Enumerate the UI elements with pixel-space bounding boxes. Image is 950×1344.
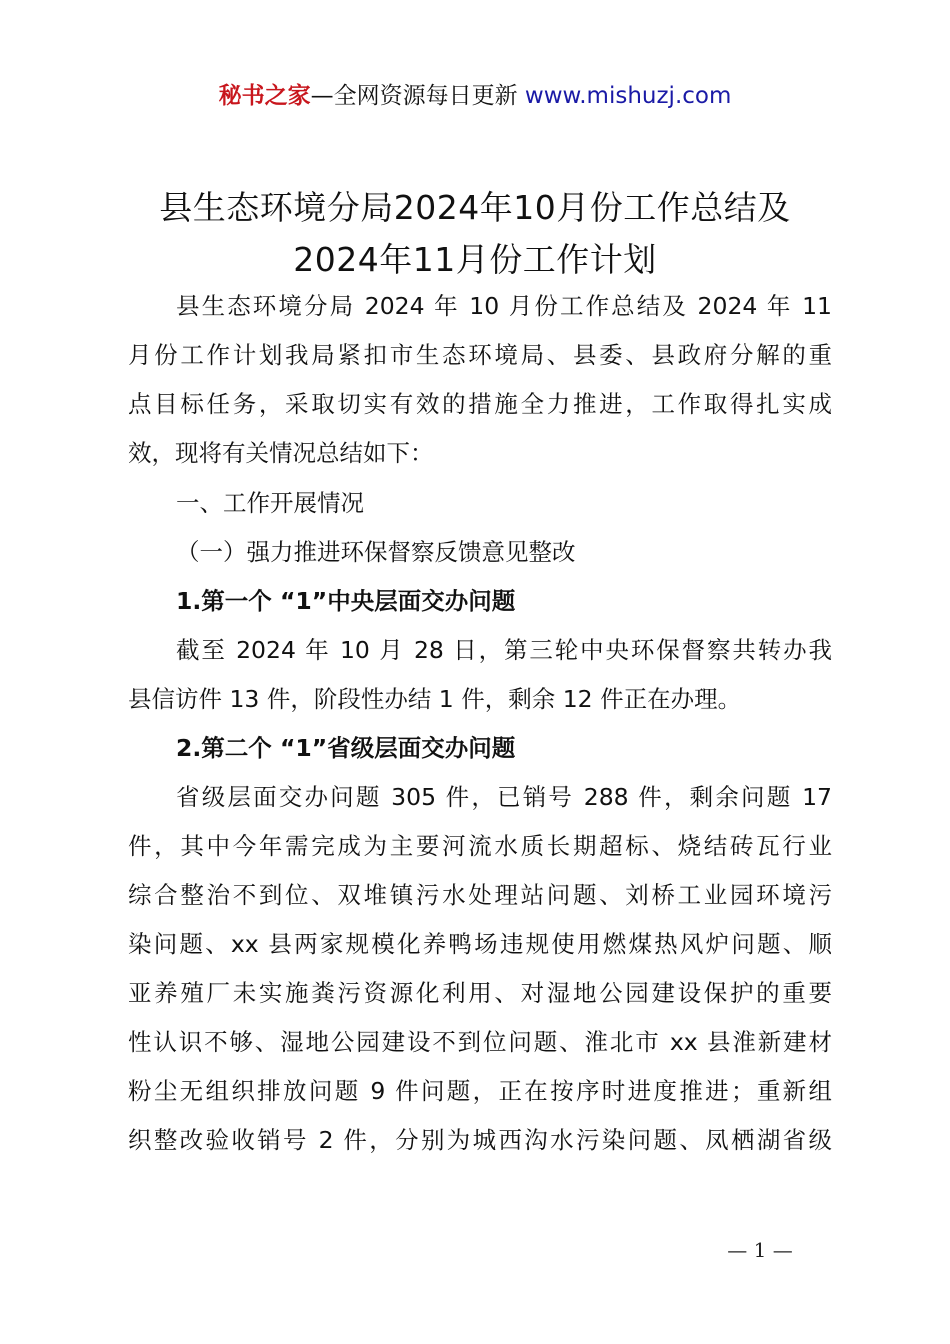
body-line: 性认识不够、湿地公园建设不到位问题、淮北市 xx 县淮新建材 xyxy=(128,1028,832,1056)
body-line: 亚养殖厂未实施粪污资源化利用、对湿地公园建设保护的重要 xyxy=(128,979,832,1007)
document-title xyxy=(110,182,840,286)
site-header xyxy=(0,80,950,112)
intro-paragraph xyxy=(128,282,832,478)
body-line: 综合整治不到位、双堆镇污水处理站问题、刘桥工业园环境污 xyxy=(128,881,832,909)
site-url-link[interactable]: www.mishuzj.com xyxy=(524,83,732,109)
body-line: 染问题、xx 县两家规模化养鸭场违规使用燃煤热风炉问题、顺 xyxy=(128,930,832,958)
body-line: 粉尘无组织排放问题 9 件问题，正在按序时进度推进；重新组 xyxy=(128,1077,832,1105)
item-heading: 2.第二个 “1”省级层面交办问题 xyxy=(176,734,516,762)
page-number: — 1 — xyxy=(727,1238,793,1262)
body-line: 省级层面交办问题 305 件，已销号 288 件，剩余问题 17 xyxy=(176,783,832,811)
body-line: 县信访件 13 件，阶段性办结 1 件，剩余 12 件正在办理。 xyxy=(128,685,742,713)
title-line-1: 县生态环境分局2024年10月份工作总结及 xyxy=(159,188,791,227)
body-line: 效，现将有关情况总结如下： xyxy=(128,439,434,467)
item-heading: 1.第一个 “1”中央层面交办问题 xyxy=(176,587,516,615)
item2-paragraph xyxy=(128,773,832,1165)
body-line: 织整改验收销号 2 件，分别为城西沟水污染问题、凤栖湖省级 xyxy=(128,1126,832,1154)
body-line: 月份工作计划我局紧扣市生态环境局、县委、县政府分解的重 xyxy=(128,341,832,369)
section-heading: 一、工作开展情况 xyxy=(176,489,364,517)
title-line-2: 2024年11月份工作计划 xyxy=(293,240,657,279)
subsection-heading: （一）强力推进环保督察反馈意见整改 xyxy=(176,538,576,566)
document-body xyxy=(128,282,832,1165)
body-line: 点目标任务，采取切实有效的措施全力推进，工作取得扎实成 xyxy=(128,390,832,418)
brand-name: 秘书之家 xyxy=(218,83,311,109)
item1-paragraph xyxy=(128,626,832,724)
body-line: 件，其中今年需完成为主要河流水质长期超标、烧结砖瓦行业 xyxy=(128,832,832,860)
body-line: 县生态环境分局 2024 年 10 月份工作总结及 2024 年 11 xyxy=(176,292,832,320)
body-line: 截至 2024 年 10 月 28 日，第三轮中央环保督察共转办我 xyxy=(176,636,832,664)
header-tagline: —全网资源每日更新 xyxy=(310,83,518,109)
